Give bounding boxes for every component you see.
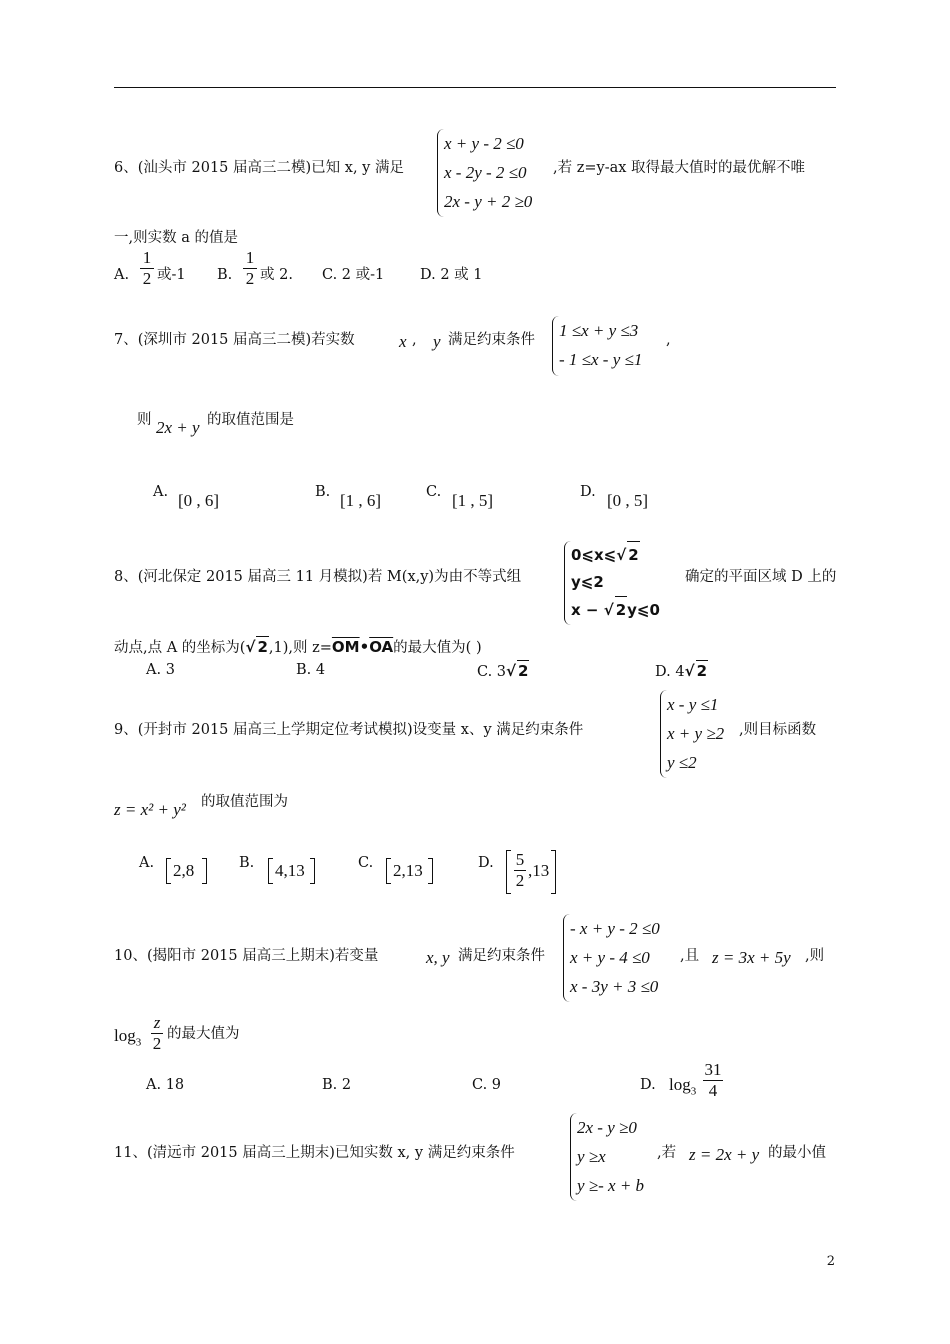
- q6-option-d: D. 2 或 1: [420, 267, 483, 283]
- q7-ineq-2: - 1 ≤x - y ≤1: [559, 350, 643, 369]
- q9-system: [660, 690, 724, 778]
- q8-option-c: C. 3√ 2: [477, 662, 529, 680]
- q6-option-b-label: B.: [217, 267, 233, 283]
- q9-option-a-label: A.: [139, 855, 155, 871]
- q9-option-d-label: D.: [478, 855, 494, 871]
- q6-ineq-3: 2x - y + 2 ≥0: [444, 192, 533, 211]
- q6-option-c: C. 2 或-1: [322, 267, 385, 283]
- q7-system: [552, 316, 642, 376]
- q11-tail-1: ,若: [657, 1145, 677, 1161]
- q9-option-d-rest: ,13: [528, 861, 550, 880]
- q6-line2: 一,则实数 a 的值是: [114, 230, 238, 246]
- q7-var-y: y: [433, 332, 441, 351]
- q10-option-d-fraction: 31 4: [704, 1060, 722, 1100]
- q6-option-a-label: A.: [114, 267, 130, 283]
- vector-oa: $\overline{OA}$: [369, 638, 394, 656]
- q8-tail: 确定的平面区域 D 上的: [685, 569, 837, 585]
- q7-ineq-1: 1 ≤x + y ≤3: [559, 321, 639, 340]
- q9-expression: z = x² + y²: [114, 800, 186, 819]
- q9-tail: ,则目标函数: [739, 722, 817, 738]
- q10-log: $\log_3$: [114, 1026, 142, 1049]
- q6-lead: 6、(汕头市 2015 届高三二模)已知 x, y 满足: [114, 160, 404, 176]
- q9-range-text: 的取值范围为: [201, 794, 288, 810]
- q10-option-a: A. 18: [146, 1077, 185, 1093]
- q10-lead: 10、(揭阳市 2015 届高三上期末)若变量: [114, 948, 379, 964]
- q6-tail: ,若 z=y-ax 取得最大值时的最优解不唯: [553, 160, 806, 176]
- q7-option-c-label: C.: [426, 484, 442, 500]
- q8-option-b: B. 4: [296, 662, 326, 678]
- q9-option-b-label: B.: [239, 855, 255, 871]
- q10-ineq-3: x - 3y + 3 ≤0: [570, 977, 659, 996]
- q6-option-b-rest: 或 2.: [260, 267, 293, 283]
- vector-om: $\overline{OM}$: [331, 638, 360, 656]
- q11-lead: 11、(清远市 2015 届高三上期末)已知实数 x, y 满足约束条件: [114, 1145, 515, 1161]
- q9-option-d-bracket-left: [506, 850, 511, 894]
- q7-then: 则: [137, 412, 152, 428]
- q6-ineq-1: x + y - 2 ≤0: [444, 134, 524, 153]
- q7-option-b-value: [1 , 6]: [340, 491, 382, 510]
- q9-option-d-fraction: 5 2: [515, 850, 525, 890]
- q10-ineq-2: x + y - 4 ≤0: [570, 948, 650, 967]
- q8-ineq-2: y⩽2: [571, 573, 604, 591]
- q6-option-b-fraction: 1 2: [243, 248, 257, 289]
- q7-var-x: x: [399, 332, 407, 351]
- page-number: 2: [826, 1254, 835, 1269]
- q11-tail-2: 的最小值: [768, 1145, 826, 1161]
- q7-option-d-label: D.: [580, 484, 596, 500]
- q8-lead: 8、(河北保定 2015 届高三 11 月模拟)若 M(x,y)为由不等式组: [114, 569, 522, 585]
- q8-ineq-1: 0⩽x⩽√ 2: [571, 541, 660, 569]
- q7-option-d-value: [0 , 5]: [607, 491, 649, 510]
- q9-option-c-label: C.: [358, 855, 374, 871]
- q10-vars: x, y: [426, 948, 450, 967]
- q9-option-b-bracket-left: [268, 858, 273, 884]
- q9-option-b-bracket-right: [310, 858, 315, 884]
- q10-system: [563, 914, 660, 1002]
- q9-lead: 9、(开封市 2015 届高三上学期定位考试模拟)设变量 x、y 满足约束条件: [114, 722, 584, 738]
- q7-option-a-value: [0 , 6]: [178, 491, 220, 510]
- q10-z-expression: z = 3x + 5y: [712, 948, 791, 967]
- q6-ineq-2: x - 2y - 2 ≤0: [444, 163, 527, 182]
- q7-option-c-value: [1 , 5]: [452, 491, 494, 510]
- q8-line2: 动点,点 A 的坐标为(√ 2,1),则 $z=\overline{OM}•\overline{OA}$的最大值为( ): [114, 638, 482, 656]
- q7-range-text: 的取值范围是: [207, 412, 294, 428]
- q6-option-a-fraction: 1 2: [140, 248, 154, 289]
- q9-ineq-2: x + y ≥2: [667, 724, 725, 743]
- q9-option-a-bracket-left: [166, 858, 171, 884]
- q9-option-b-value: 4,13: [275, 861, 305, 880]
- q11-ineq-1: 2x - y ≥0: [577, 1118, 637, 1137]
- q7-comma: ,: [412, 332, 417, 348]
- q11-z-expression: z = 2x + y: [689, 1145, 760, 1164]
- q9-ineq-1: x - y ≤1: [667, 695, 719, 714]
- q10-option-d-log: $\log_3$: [669, 1075, 697, 1098]
- q9-ineq-3: y ≤2: [667, 753, 697, 772]
- q10-ineq-1: - x + y - 2 ≤0: [570, 919, 660, 938]
- q8-ineq-3: x − √ 2y⩽0: [571, 596, 660, 624]
- q11-ineq-2: y ≥x: [577, 1147, 606, 1166]
- q11-ineq-3: y ≥- x + b: [577, 1176, 645, 1195]
- q9-option-c-bracket-right: [428, 858, 433, 884]
- q10-mid: 满足约束条件: [458, 948, 545, 964]
- q7-option-a-label: A.: [153, 484, 169, 500]
- q8-system: [564, 541, 660, 625]
- q9-option-d-bracket-right: [551, 850, 556, 894]
- q6-option-a-rest: 或-1: [157, 267, 186, 283]
- q10-option-d-label: D.: [640, 1077, 656, 1093]
- q8-option-d: D. 4√ 2: [655, 662, 708, 680]
- header-rule: [114, 87, 836, 88]
- q7-lead: 7、(深圳市 2015 届高三二模)若实数: [114, 332, 355, 348]
- q6-system: [437, 129, 532, 217]
- q10-max-text: 的最大值为: [167, 1026, 240, 1042]
- q10-option-b: B. 2: [322, 1077, 352, 1093]
- q10-option-c: C. 9: [472, 1077, 502, 1093]
- q8-option-a: A. 3: [146, 662, 175, 678]
- q10-tail-1: ,且: [680, 948, 700, 964]
- q10-log-fraction: z 2: [152, 1013, 162, 1053]
- q7-expression: 2x + y: [156, 418, 200, 437]
- q7-mid: 满足约束条件: [448, 332, 535, 348]
- q9-option-a-bracket-right: [202, 858, 207, 884]
- q9-option-c-value: 2,13: [393, 861, 423, 880]
- q7-tail: ,: [666, 332, 671, 348]
- q9-option-c-bracket-left: [386, 858, 391, 884]
- q7-option-b-label: B.: [315, 484, 331, 500]
- q9-option-a-value: 2,8: [173, 861, 195, 880]
- q11-system: [570, 1113, 644, 1201]
- q10-tail-2: ,则: [805, 948, 825, 964]
